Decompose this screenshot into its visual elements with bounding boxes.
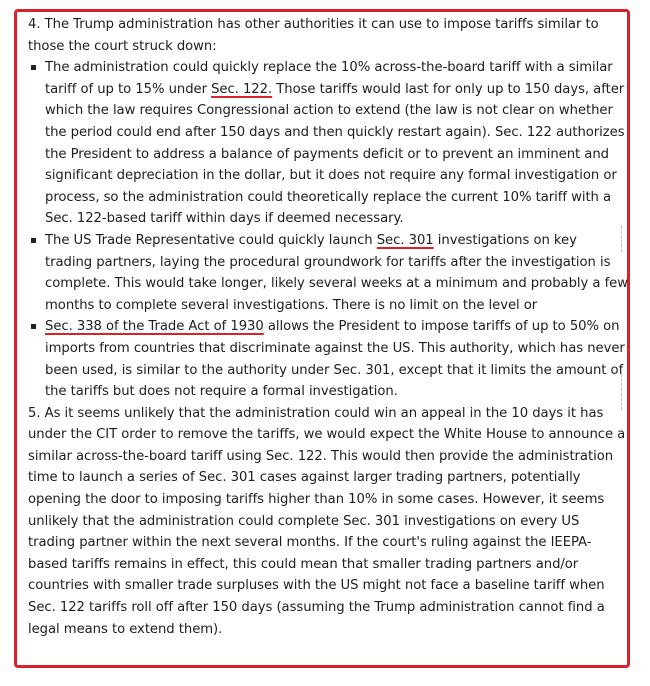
list-item bbox=[28, 316, 628, 402]
list-item bbox=[28, 230, 628, 316]
list-item bbox=[28, 57, 628, 230]
sec-122-reference: Sec. 122. bbox=[211, 81, 273, 97]
bullet-icon bbox=[31, 65, 36, 70]
bullet-text-post: Those tariffs would last for only up to 150 days, after which the law requires Congressional action to extend (the law is not clear on whether the period could end after 150 days and then quickly restart again). Sec. 122 authorizes the President to address a balance of payments deficit or to prevent an imminent and significant depreciation in the dollar, but it does not require any formal investigation or process, so the administration could theoretically replace the current 10% tariff with a Sec. 122-based tariff within days if deemed necessary. bbox=[45, 81, 625, 227]
bullet-icon bbox=[31, 238, 36, 243]
bullet-text-post: investigations on key trading partners, laying the procedural groundwork for tariffs after the investigation is complete. This would take longer, likely several weeks at a minimum and probably a few months to complete several investigations. There is no limit on the level or bbox=[45, 232, 628, 313]
bullet-text-pre: The administration could quickly replace the 10% across-the-board tariff with a similar tariff of up to 15% under bbox=[45, 60, 613, 97]
sec-338-reference: Sec. 338 of the Trade Act of 1930 bbox=[45, 319, 264, 335]
section-5-paragraph: 5. As it seems unlikely that the administration could win an appeal in the 10 days it has under the CIT order to remove the tariffs, we would expect the White House to announce a similar across-the-board tariff using Sec. 122. This would then provide the administration time to launch a series of Sec. 301 cases against larger trading partners, potentially opening the door to imposing tariffs higher than 10% in some cases. However, it seems unlikely that the administration could complete Sec. 301 investigations on every US trading partner within the next several months. If the court's ruling against the IEEPA-based tariffs remains in effect, this could mean that smaller trading partners and/or countries with smaller trade surpluses with the US might not face a baseline tariff when Sec. 122 tariffs roll off after 150 days (assuming the Trump administration cannot find a legal means to extend them). bbox=[28, 405, 626, 637]
sec-301-reference: Sec. 301 bbox=[376, 232, 434, 248]
section-4-intro: 4. The Trump administration has other authorities it can use to impose tariffs similar to those the court struck down: bbox=[28, 17, 599, 54]
document-body bbox=[28, 14, 628, 640]
bullet-text-pre: The US Trade Representative could quickly launch bbox=[45, 232, 377, 248]
bullet-icon bbox=[31, 324, 36, 329]
bullet-text-post: allows the President to impose tariffs of up to 50% on imports from countries that discriminate against the US. This authority, which has never been used, is similar to the authority under Sec. 301, except that it limits the amount of the tariffs but does not require a formal investigation. bbox=[45, 319, 625, 400]
